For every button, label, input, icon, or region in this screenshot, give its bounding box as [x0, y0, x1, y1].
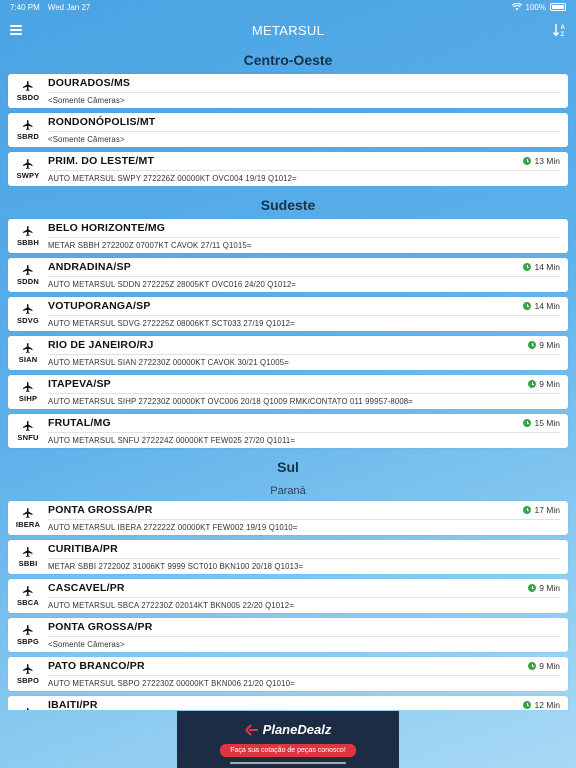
station-name: CURITIBA/PR: [48, 543, 118, 555]
station-code: SNFU: [17, 433, 39, 442]
report-age: [523, 262, 560, 272]
airplane-icon: [22, 342, 34, 354]
battery-icon: [550, 3, 566, 11]
section-title: Sudeste: [260, 197, 316, 213]
airplane-icon: [22, 225, 34, 237]
ad-cta-button[interactable]: Faça sua cotação de peças conosco!: [220, 744, 356, 757]
clock-icon: [528, 662, 536, 670]
station-name: RONDONÓPOLIS/MT: [48, 116, 156, 128]
report-age-text: 12 Min: [534, 700, 560, 710]
metar-text: AUTO METARSUL SBPO 272230Z 00000KT BKN006 21/20 Q1010=: [48, 678, 295, 688]
station-code: SBCA: [16, 598, 40, 607]
report-age-text: 15 Min: [534, 418, 560, 428]
station-name: DOURADOS/MS: [48, 77, 131, 89]
advertisement-banner[interactable]: [177, 711, 399, 768]
status-time: 7:40 PM: [10, 2, 40, 12]
station-card[interactable]: [8, 501, 568, 535]
station-code: SWPY: [16, 171, 40, 180]
report-age: [523, 418, 560, 428]
station-card[interactable]: [8, 258, 568, 292]
report-age-text: 9 Min: [539, 379, 560, 389]
airplane-icon: [22, 381, 34, 393]
metar-text: AUTO METARSUL SBCA 272230Z 02014KT BKN005 22/20 Q1012=: [48, 600, 294, 610]
airplane-icon: [22, 420, 34, 432]
report-age: [528, 583, 560, 593]
station-name: CASCAVEL/PR: [48, 582, 125, 594]
status-bar: [0, 0, 576, 14]
navigation-bar: [0, 14, 576, 46]
metar-text: AUTO METARSUL SIHP 272230Z 00000KT OVC006 20/18 Q1009 RMK/CONTATO 011 99957-8008=: [48, 396, 413, 406]
svg-text:Z: Z: [560, 32, 565, 38]
report-age-text: 14 Min: [534, 262, 560, 272]
station-code: SBBH: [16, 238, 40, 247]
metar-text: AUTO METARSUL SIAN 272230Z 00000KT CAVOK 30/21 Q1005=: [48, 357, 289, 367]
station-code: SBPO: [16, 676, 40, 685]
station-code: SDVG: [16, 316, 40, 325]
station-name: ANDRADINA/SP: [48, 261, 131, 273]
home-indicator: [230, 762, 346, 764]
station-card[interactable]: [8, 113, 568, 147]
metar-text: METAR SBBH 272200Z 07007KT CAVOK 27/11 Q1015=: [48, 240, 252, 250]
station-card[interactable]: [8, 657, 568, 691]
airplane-icon: [22, 663, 34, 675]
station-name: RIO DE JANEIRO/RJ: [48, 339, 154, 351]
station-name: FRUTAL/MG: [48, 417, 111, 429]
station-code: SIHP: [18, 394, 38, 403]
station-card[interactable]: [8, 618, 568, 652]
report-age-text: 9 Min: [539, 583, 560, 593]
clock-icon: [528, 380, 536, 388]
station-card[interactable]: [8, 579, 568, 613]
station-code: SBRD: [16, 132, 40, 141]
station-card[interactable]: [8, 219, 568, 253]
station-code: SDDN: [16, 277, 40, 286]
report-age: [523, 301, 560, 311]
metar-text: AUTO METARSUL SDVG 272225Z 08006KT SCT033 27/19 Q1012=: [48, 318, 295, 328]
clock-icon: [528, 341, 536, 349]
subsection-title: Paraná: [270, 485, 306, 497]
station-name: PATO BRANCO/PR: [48, 660, 145, 672]
section-title: Sul: [277, 459, 299, 475]
report-age-text: 14 Min: [534, 301, 560, 311]
planedealz-logo-icon: [245, 724, 259, 736]
station-name: PRIM. DO LESTE/MT: [48, 155, 155, 167]
station-name: BELO HORIZONTE/MG: [48, 222, 166, 234]
station-code: SBDO: [16, 93, 40, 102]
airplane-icon: [22, 585, 34, 597]
report-age: [523, 505, 560, 515]
station-name: PONTA GROSSA/PR: [48, 504, 153, 516]
clock-icon: [523, 157, 531, 165]
metar-text: METAR SBBI 272200Z 31006KT 9999 SCT010 BKN100 20/18 Q1013=: [48, 561, 304, 571]
airplane-icon: [22, 546, 34, 558]
station-code: SBBI: [18, 559, 38, 568]
report-age-text: 9 Min: [539, 661, 560, 671]
report-age: [523, 156, 560, 166]
wifi-icon: [512, 3, 522, 11]
clock-icon: [523, 302, 531, 310]
airplane-icon: [22, 158, 34, 170]
svg-text:A: A: [560, 25, 565, 31]
station-name: VOTUPORANGA/SP: [48, 300, 151, 312]
metar-text: AUTO METARSUL SDDN 272225Z 28005KT OVC016 24/20 Q1012=: [48, 279, 297, 289]
clock-icon: [523, 701, 531, 709]
station-card[interactable]: [8, 696, 568, 710]
report-age-text: 9 Min: [539, 340, 560, 350]
station-card[interactable]: [8, 375, 568, 409]
battery-percent: 100%: [525, 2, 546, 12]
report-age-text: 17 Min: [534, 505, 560, 515]
station-card[interactable]: [8, 540, 568, 574]
clock-icon: [523, 263, 531, 271]
airplane-icon: [22, 707, 34, 711]
airplane-icon: [22, 264, 34, 276]
airplane-icon: [22, 303, 34, 315]
station-name: ITAPEVA/SP: [48, 378, 111, 390]
report-age: [528, 379, 560, 389]
report-age: [528, 661, 560, 671]
metar-text: <Somente Câmeras>: [48, 95, 125, 105]
station-card[interactable]: [8, 336, 568, 370]
station-card[interactable]: [8, 414, 568, 448]
airplane-icon: [22, 80, 34, 92]
station-code: SIAN: [18, 355, 38, 364]
station-name: PONTA GROSSA/PR: [48, 621, 153, 633]
station-card[interactable]: [8, 297, 568, 331]
station-list[interactable]: [0, 46, 576, 710]
station-card[interactable]: [8, 152, 568, 186]
metar-text: AUTO METARSUL SWPY 272226Z 00000KT OVC004 19/19 Q1012=: [48, 173, 297, 183]
sort-az-icon[interactable]: [552, 22, 568, 38]
report-age: [528, 340, 560, 350]
clock-icon: [523, 506, 531, 514]
station-code: SBPG: [16, 637, 40, 646]
section-title: Centro-Oeste: [243, 52, 333, 68]
page-title: METARSUL: [251, 22, 325, 38]
ad-brand: PlaneDealz: [262, 722, 332, 737]
status-date: Wed Jan 27: [47, 2, 91, 12]
airplane-icon: [22, 507, 34, 519]
metar-text: <Somente Câmeras>: [48, 134, 125, 144]
metar-text: <Somente Câmeras>: [48, 639, 125, 649]
clock-icon: [528, 584, 536, 592]
report-age-text: 13 Min: [534, 156, 560, 166]
clock-icon: [523, 419, 531, 427]
metar-text: AUTO METARSUL SNFU 272224Z 00000KT FEW025 27/20 Q1011=: [48, 435, 296, 445]
hamburger-menu-icon[interactable]: [10, 25, 22, 35]
metar-text: AUTO METARSUL IBERA 272222Z 00000KT FEW002 19/19 Q1010=: [48, 522, 298, 532]
airplane-icon: [22, 119, 34, 131]
airplane-icon: [22, 624, 34, 636]
station-code: IBERA: [15, 520, 41, 529]
station-name: IBAITI/PR: [48, 699, 98, 710]
station-card[interactable]: [8, 74, 568, 108]
report-age: [523, 700, 560, 710]
